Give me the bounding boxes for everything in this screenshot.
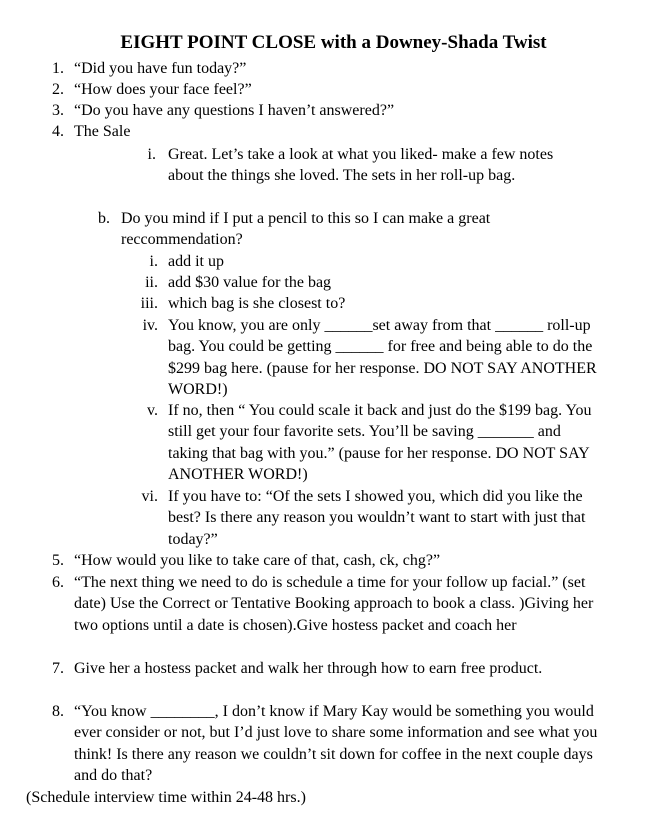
footer-note: (Schedule interview time within 24-48 hrs.) bbox=[26, 789, 306, 806]
item-number: 7. bbox=[52, 660, 64, 677]
sale-subitem-number: i. bbox=[147, 146, 156, 163]
sale-b-subitem-number: vi. bbox=[141, 488, 158, 505]
item-text: “Do you have any questions I haven’t answered?” bbox=[74, 102, 395, 119]
sale-b-subitem-number: iii. bbox=[140, 295, 158, 312]
item-text: Give her a hostess packet and walk her through how to earn free product. bbox=[74, 660, 543, 677]
item-text: “Did you have fun today?” bbox=[74, 60, 247, 77]
sale-b-subitem-number: i. bbox=[149, 253, 158, 270]
sale-b-subitem-text: If no, then “ You could scale it back and just do the $199 bag. You still get your four favorite sets. You’ll be saving _______ and taking that bag with you.” (pause for her response. DO NOT SAY ANOTHER WORD!) bbox=[168, 402, 592, 483]
sale-b-subitem-number: ii. bbox=[145, 274, 158, 291]
item-text: “You know ________, I don’t know if Mary Kay would be something you would ever consider or not, but I’d just love to share some information and see what you think! Is there any reason we couldn’t sit down for coffee in the next couple days and do that? bbox=[74, 703, 598, 784]
item-text: “How does your face feel?” bbox=[74, 81, 252, 98]
sale-b-number: b. bbox=[98, 210, 110, 227]
item-number: 4. bbox=[52, 123, 64, 140]
sale-b-text: Do you mind if I put a pencil to this so I can make a great reccommendation? bbox=[121, 210, 491, 249]
sale-b-subitem-number: v. bbox=[147, 402, 158, 419]
item-text: “How would you like to take care of that, cash, ck, chg?” bbox=[74, 552, 441, 569]
sale-b-subitem-text: You know, you are only ______set away from that ______ roll-up bag. You could be getting ______ for free and being able to do the $299 bag here. (pause for her response. DO NOT SAY ANOTHER WORD!) bbox=[168, 317, 597, 398]
item-number: 1. bbox=[52, 60, 64, 77]
sale-b-subitem-text: add it up bbox=[168, 253, 224, 270]
item-number: 2. bbox=[52, 81, 64, 98]
sale-subitem-text: Great. Let’s take a look at what you liked- make a few notes about the things she loved. The sets in her roll-up bag. bbox=[168, 146, 554, 185]
item-text: “The next thing we need to do is schedule a time for your follow up facial.” (set date) Use the Correct or Tentative Booking approach to book a class. )Giving her two options until a date is chosen).Give hostess packet and coach her bbox=[74, 574, 594, 634]
sale-b-subitem-number: iv. bbox=[142, 317, 158, 334]
document-title: EIGHT POINT CLOSE with a Downey-Shada Twist bbox=[120, 32, 547, 53]
item-text: The Sale bbox=[74, 123, 131, 140]
item-number: 3. bbox=[52, 102, 64, 119]
item-number: 8. bbox=[52, 703, 64, 720]
item-number: 6. bbox=[52, 574, 64, 591]
sale-b-subitem-text: add $30 value for the bag bbox=[168, 274, 332, 291]
sale-b-subitem-text: If you have to: “Of the sets I showed you, which did you like the best? Is there any reason you wouldn’t want to start with just that today?” bbox=[168, 488, 586, 548]
item-number: 5. bbox=[52, 552, 64, 569]
sale-b-subitem-text: which bag is she closest to? bbox=[168, 295, 346, 312]
